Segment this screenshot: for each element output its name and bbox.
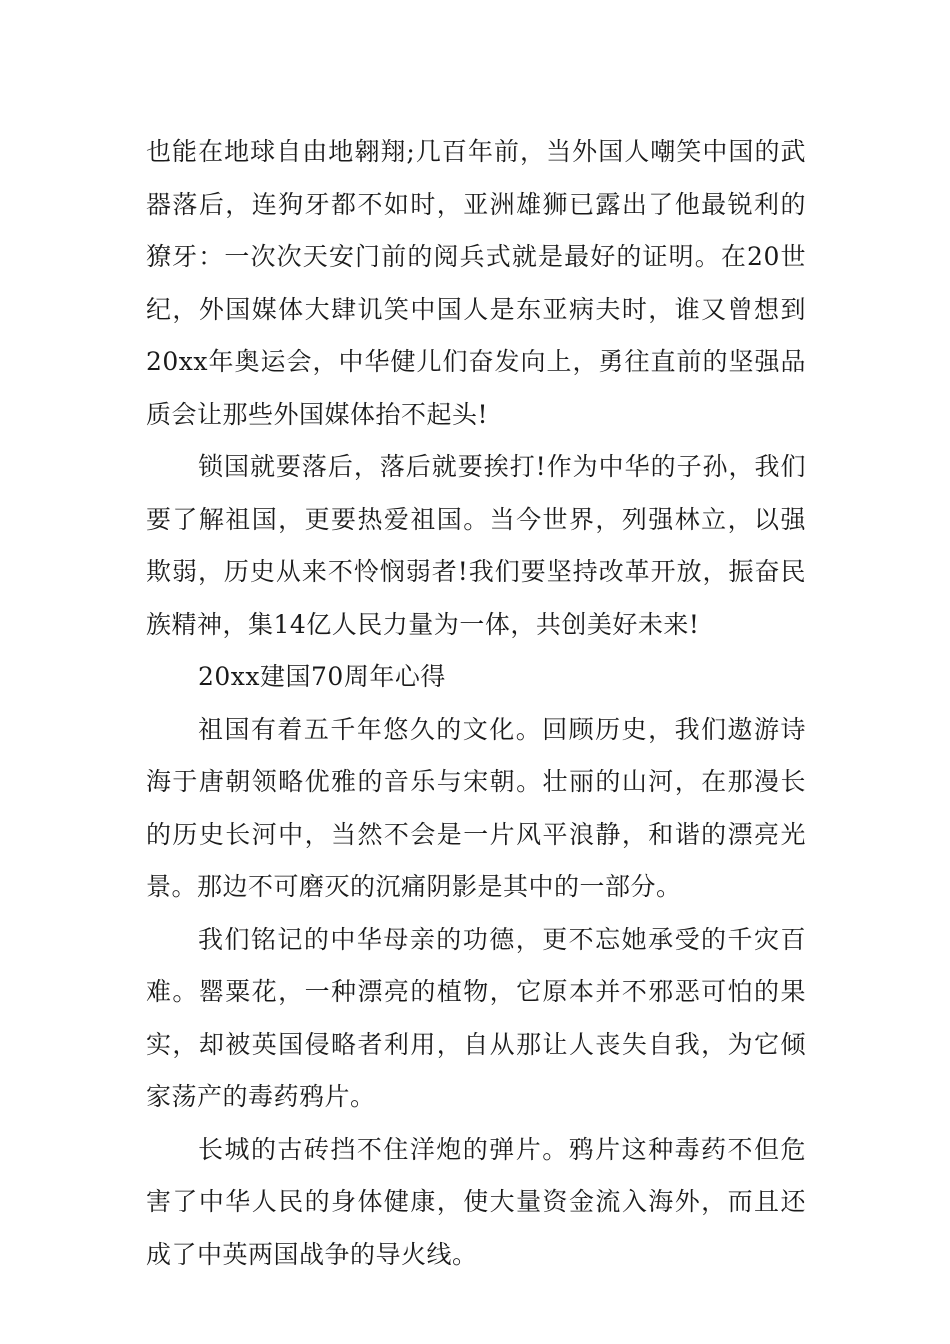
paragraph-4: 我们铭记的中华母亲的功德，更不忘她承受的千灾百难。罂粟花，一种漂亮的植物，它原本并不邪恶可怕的果实，却被英国侵略者利用，自从那让人丧失自我，为它倾家荡产的毒药鸦片。 bbox=[146, 924, 806, 1111]
paragraph-3: 祖国有着五千年悠久的文化。回顾历史，我们遨游诗海于唐朝领略优雅的音乐与宋朝。壮丽的山河，在那漫长的历史长河中，当然不会是一片风平浪静，和谐的漂亮光景。那边不可磨灭的沉痛阴影是其中的一部分。 bbox=[146, 714, 806, 901]
paragraph-5: 长城的古砖挡不住洋炮的弹片。鸦片这种毒药不但危害了中华人民的身体健康，使大量资金流入海外，而且还成了中英两国战争的导火线。 bbox=[146, 1134, 806, 1269]
paragraph-2: 锁国就要落后，落后就要挨打!作为中华的子孙，我们要了解祖国，更要热爱祖国。当今世界，列强林立，以强欺弱，历史从来不怜悯弱者!我们要坚持改革开放，振奋民族精神，集14亿人民力量为一体，共创美好未来! bbox=[146, 452, 806, 639]
paragraph-1: 也能在地球自由地翱翔;几百年前，当外国人嘲笑中国的武器落后，连狗牙都不如时，亚洲雄狮已露出了他最锐利的獠牙：一次次天安门前的阅兵式就是最好的证明。在20世纪，外国媒体大肆讥笑中国人是东亚病夫时，谁又曾想到20xx年奥运会，中华健儿们奋发向上，勇往直前的坚强品质会让那些外国媒体抬不起头! bbox=[146, 137, 806, 429]
document-body bbox=[146, 126, 806, 1281]
section-heading: 20xx建国70周年心得 bbox=[198, 662, 446, 691]
